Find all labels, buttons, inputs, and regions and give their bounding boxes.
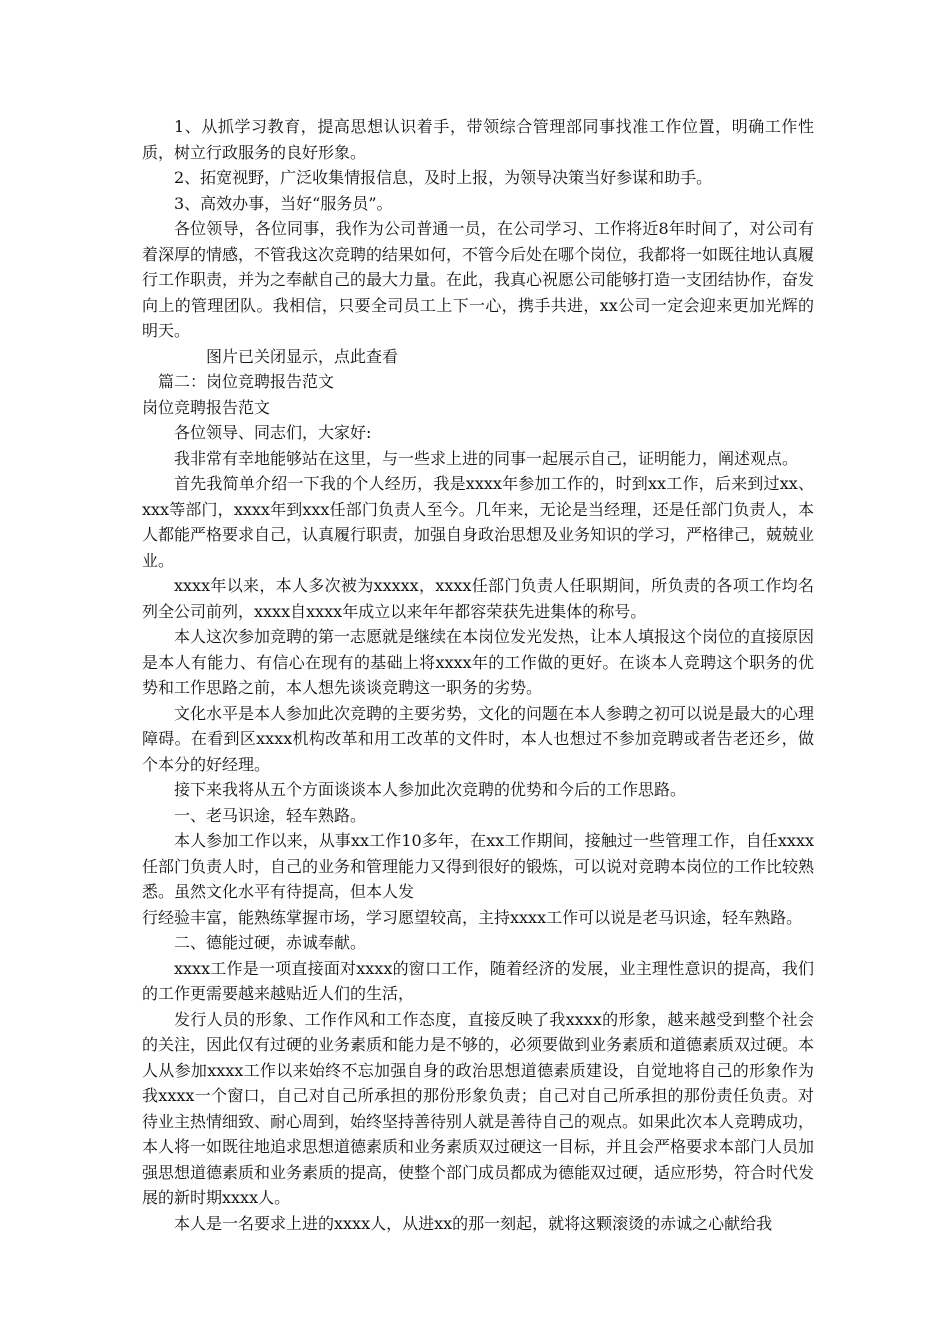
paragraph: 文化水平是本人参加此次竞聘的主要劣势，文化的问题在本人参聘之初可以说是最大的心理障碍。在看到区xxxx机构改革和用工改革的文件时，本人也想过不参加竞聘或者告老还乡，做个本分的好经理。 bbox=[142, 703, 815, 774]
section-heading: 篇二：岗位竞聘报告范文 bbox=[158, 372, 335, 391]
paragraph: 发行人员的形象、工作作风和工作态度，直接反映了我xxxx的形象，越来越受到整个社会的关注，因此仅有过硬的业务素质和能力是不够的，必须要做到业务素质和道德素质双过硬。本人从参加xxxx工作以来始终不忘加强自身的政治思想道德素质建设，自觉地将自己的形象作为我xxxx一个窗口，自己对自己所承担的那份形象负责；自己对自己所承担的那份责任负责。对待业主热情细致、耐心周到，始终坚持善待别人就是善待自己的观点。如果此次本人竞聘成功，本人将一如既往地追求思想道德素质和业务素质双过硬这一目标，并且会严格要求本部门人员加强思想道德素质和业务素质的提高，使整个部门成员都成为德能双过硬，适应形势，符合时代发展的新时期xxxx人。 bbox=[142, 1009, 815, 1207]
subheading: 一、老马识途，轻车熟路。 bbox=[174, 805, 367, 825]
paragraph: 2、拓宽视野，广泛收集情报信息，及时上报，为领导决策当好参谋和助手。 bbox=[174, 168, 713, 187]
paragraph: 各位领导、同志们，大家好: bbox=[174, 423, 372, 442]
document-page bbox=[142, 114, 814, 1236]
paragraph: xxxx年以来，本人多次被为xxxxx，xxxx任部门负责人任职期间，所负责的各项工作均名列全公司前列，xxxx自xxxx年成立以来年年都容荣获先进集体的称号。 bbox=[142, 576, 814, 621]
paragraph: 3、高效办事，当好“服务员”。 bbox=[174, 193, 393, 213]
paragraph: 各位领导，各位同事，我作为公司普通一员，在公司学习、工作将近8年时间了，对公司有着深厚的情感，不管我这次竞聘的结果如何，不管今后处在哪个岗位，我都将一如既往地认真履行工作职责，并为之奉献自己的最大力量。在此，我真心祝愿公司能够打造一支团结协作，奋发向上的管理团队。我相信，只要全司员工上下一心，携手共进，xx公司一定会迎来更加光辉的明天。 bbox=[142, 219, 815, 340]
paragraph: 我非常有幸地能够站在这里，与一些求上进的同事一起展示自己，证明能力，阐述观点。 bbox=[174, 448, 799, 468]
paragraph-continuation: 行经验丰富，能熟练掌握市场，学习愿望较高，主持xxxx工作可以说是老马识途，轻车熟路。 bbox=[142, 907, 803, 927]
image-placeholder-link[interactable]: 图片已关闭显示，点此查看 bbox=[206, 346, 399, 366]
paragraph: 1、从抓学习教育，提高思想认识着手，带领综合管理部同事找准工作位置，明确工作性质，树立行政服务的良好形象。 bbox=[142, 117, 814, 162]
paragraph: xxxx工作是一项直接面对xxxx的窗口工作，随着经济的发展，业主理性意识的提高，我们的工作更需要越来越贴近人们的生活， bbox=[142, 958, 814, 1003]
paragraph: 本人是一名要求上进的xxxx人，从进xx的那一刻起，就将这颗滚烫的赤诚之心献给我 bbox=[174, 1213, 773, 1233]
paragraph: 接下来我将从五个方面谈谈本人参加此次竞聘的优势和今后的工作思路。 bbox=[174, 780, 687, 799]
subheading: 二、德能过硬，赤诚奉献。 bbox=[174, 933, 367, 952]
paragraph: 本人参加工作以来，从事xx工作10多年，在xx工作期间，接触过一些管理工作，自任xxxx任部门负责人时，自己的业务和管理能力又得到很好的锻炼，可以说对竞聘本岗位的工作比较熟悉。虽然文化水平有待提高，但本人发 bbox=[142, 831, 815, 901]
paragraph: 首先我简单介绍一下我的个人经历，我是xxxx年参加工作的，时到xx工作，后来到过xx、xxx等部门，xxxx年到xxx任部门负责人至今。几年来，无论是当经理，还是任部门负责人，本人都能严格要求自己，认真履行职责，加强自身政治思想及业务知识的学习，严格律己，兢兢业业。 bbox=[142, 474, 815, 570]
doc-title: 岗位竞聘报告范文 bbox=[142, 397, 271, 417]
paragraph: 本人这次参加竞聘的第一志愿就是继续在本岗位发光发热，让本人填报这个岗位的直接原因是本人有能力、有信心在现有的基础上将xxxx年的工作做的更好。在谈本人竞聘这个职务的优势和工作思路之前，本人想先谈谈竞聘这一职务的劣势。 bbox=[142, 627, 815, 697]
